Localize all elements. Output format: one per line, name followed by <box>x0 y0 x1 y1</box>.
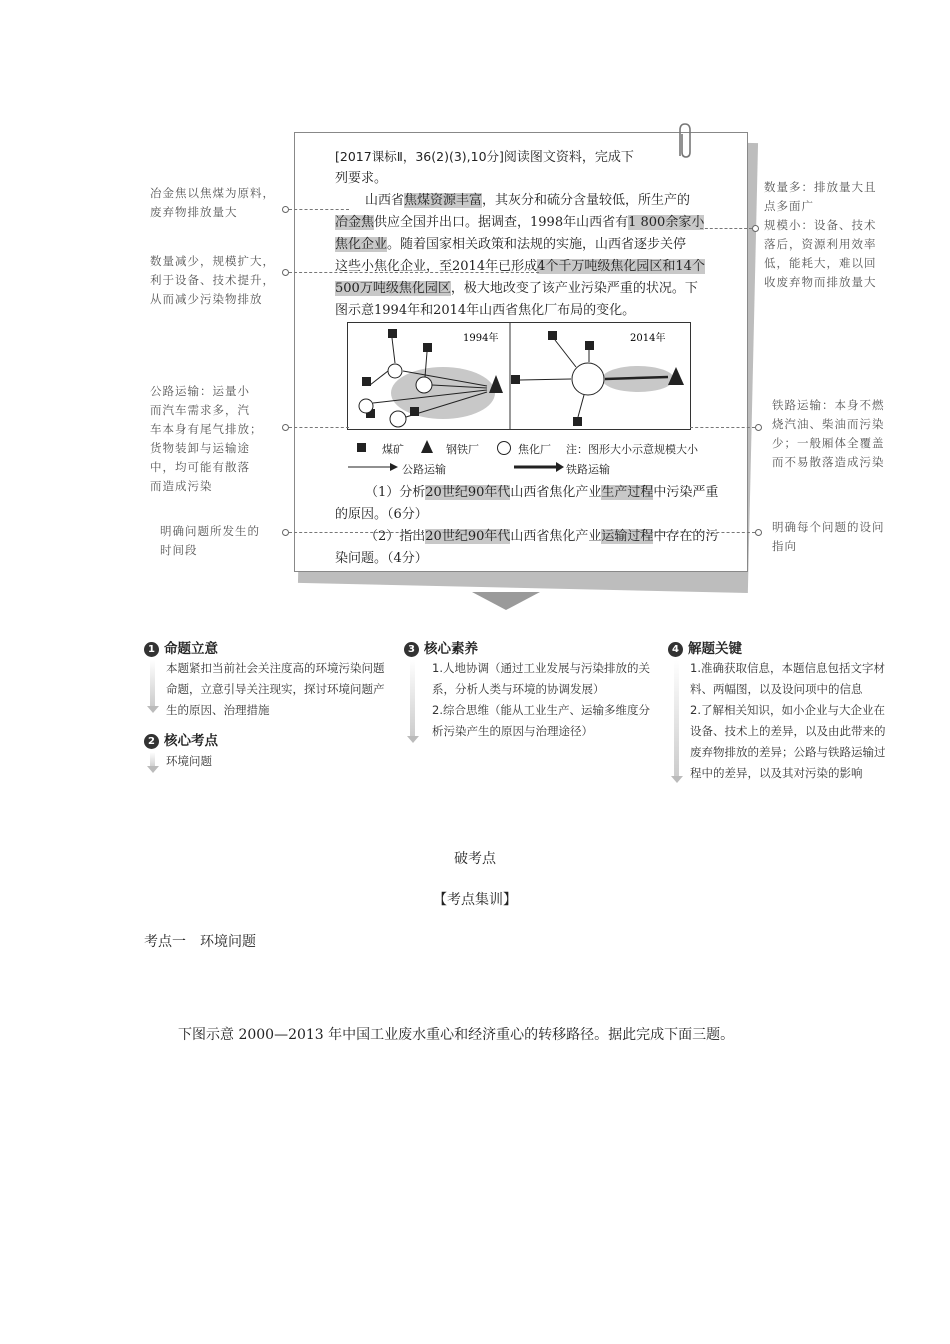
legend-coking: 焦化厂 <box>518 443 551 456</box>
sub-question-1: （1）分析20世纪90年代山西省焦化产业生产过程中污染严重 <box>365 485 719 500</box>
question-header: [2017课标Ⅱ，36(2)(3),10分]阅读图文资料，完成下 <box>335 149 634 165</box>
legend-coal: 煤矿 <box>382 443 404 456</box>
note-connector <box>289 427 349 428</box>
note-connector <box>289 272 539 273</box>
highlight: 500万吨级焦化园区 <box>335 281 451 296</box>
section-bar <box>410 660 415 736</box>
down-arrow-icon <box>147 706 159 713</box>
note-connector-dot <box>755 424 762 431</box>
question-line: 列要求。 <box>335 171 388 186</box>
down-arrow-icon <box>147 766 159 773</box>
down-arrow-icon <box>472 592 540 610</box>
coking-plant-legend-icon <box>496 440 512 456</box>
question-line: 图示意1994年和2014年山西省焦化厂布局的变化。 <box>335 303 636 318</box>
rail-transport-legend-icon <box>512 462 564 472</box>
question-line: 冶金焦供应全国并出口。据调查，1998年山西省有1 800余家小 <box>335 215 705 230</box>
legend-rail: 铁路运输 <box>566 463 610 476</box>
highlight: 焦化企业 <box>335 237 388 252</box>
legend-steel: 钢铁厂 <box>446 443 479 456</box>
note-right-4: 明确每个问题的设问 指向 <box>772 520 885 553</box>
note-connector-dot <box>282 269 289 276</box>
note-connector <box>700 228 752 229</box>
section-bar <box>674 660 679 776</box>
note-right-3: 铁路运输：本身不燃 烧汽油、柴油而污染 少；一般厢体全覆盖 而不易散落造成污染 <box>772 398 885 469</box>
note-left-1: 冶金焦以焦煤为原料， 废弃物排放量大 <box>150 186 275 219</box>
section-title-4: 4 解题关键 <box>668 637 742 657</box>
coal-mine-icon <box>362 377 371 386</box>
section-title-2: 2 核心考点 <box>144 729 218 749</box>
note-left-3: 公路运输：运量小 而汽车需求多，汽 车本身有尾气排放； 货物装卸与运输途 中，均可能有散落 而造成污染 <box>150 384 263 493</box>
paperclip-icon <box>672 122 696 160</box>
question-line: 焦化企业。随着国家相关政策和法规的实施，山西省逐步关停 <box>335 237 687 252</box>
note-connector-dot <box>755 529 762 536</box>
highlight: 焦煤资源丰富 <box>404 193 483 208</box>
down-arrow-icon <box>407 736 419 743</box>
note-connector <box>640 532 755 533</box>
legend-note: 注：图形大小示意规模大小 <box>566 443 698 456</box>
sub-question-1-cont: 的原因。（6分） <box>335 507 428 522</box>
section-body-3: 1.人地协调（通过工业发展与污染排放的关 系，分析人类与环境的协调发展） 2.综合思维（能从工业生产、运输多维度分 析污染产生的原因与治理途径） <box>432 661 650 738</box>
question-instruction: 下图示意 2000—2013 年中国工业废水重心和经济重心的转移路径。据此完成下面三题。 <box>178 1027 735 1043</box>
section-heading: 破考点 <box>454 851 496 867</box>
highlight: 冶金焦 <box>335 215 375 230</box>
highlight: 4个千万吨级焦化园区和14个 <box>537 259 705 274</box>
note-connector <box>690 427 755 428</box>
layout-figure <box>347 322 691 430</box>
section-body-1: 本题紧扣当前社会关注度高的环境污染问题 命题，立意引导关注现实，探讨环境问题产 生的原因、治理措施 <box>166 661 385 717</box>
question-line: 这些小焦化企业，至2014年已形成4个千万吨级焦化园区和14个 <box>335 259 705 274</box>
section-title-3: 3 核心素养 <box>404 637 478 657</box>
question-line: 500万吨级焦化园区，极大地改变了该产业污染严重的状况。下 <box>335 281 698 296</box>
section-body-2: 环境问题 <box>166 754 212 768</box>
question-source: [2017课标Ⅱ，36(2)(3),10分] <box>335 149 504 164</box>
sub-question-2-cont: 染问题。（4分） <box>335 551 428 566</box>
coal-mine-icon <box>388 329 397 338</box>
coal-mine-legend-icon <box>356 442 368 454</box>
note-left-4: 明确问题所发生的 时间段 <box>160 524 260 557</box>
note-connector-dot <box>282 206 289 213</box>
note-connector <box>289 532 424 533</box>
note-connector-dot <box>282 529 289 536</box>
topic-title: 考点一 环境问题 <box>144 934 256 950</box>
note-right-1: 数量多：排放量大且 点多面广 <box>764 180 877 213</box>
note-left-2: 数量减少，规模扩大， 利于设备、技术提升， 从而减少污染物排放 <box>150 254 275 306</box>
svg-text:2014年: 2014年 <box>630 333 666 344</box>
note-right-2: 规模小：设备、技术 落后，资源利用效率 低，能耗大，难以回 收废弃物而排放量大 <box>764 218 877 289</box>
note-connector <box>289 209 349 210</box>
section-subheading: 【考点集训】 <box>433 892 517 908</box>
sub-question-2: （2）指出20世纪90年代山西省焦化产业运输过程中存在的污 <box>365 529 719 544</box>
question-line: 山西省焦煤资源丰富，其灰分和硫分含量较低，所生产的 <box>365 193 691 208</box>
section-bar <box>150 660 155 706</box>
svg-text:1994年: 1994年 <box>463 333 499 344</box>
down-arrow-icon <box>671 776 683 783</box>
legend-road: 公路运输 <box>402 463 446 476</box>
section-body-4: 1.准确获取信息，本题信息包括文字材 料、两幅图，以及设问项中的信息 2.了解相关知识，如小企业与大企业在 设备、技术上的差异，以及由此带来的 废弃物排放的差异；公路与铁路运输过 程中的差异，以及其对污染的影响 <box>690 661 886 780</box>
note-connector-dot <box>752 225 759 232</box>
road-transport-legend-icon <box>346 462 398 472</box>
note-connector-dot <box>282 424 289 431</box>
section-title-1: 1 命题立意 <box>144 637 218 657</box>
highlight: 1 800余家小 <box>628 215 705 230</box>
steel-plant-legend-icon <box>420 440 434 454</box>
coal-mine-icon <box>423 343 432 352</box>
